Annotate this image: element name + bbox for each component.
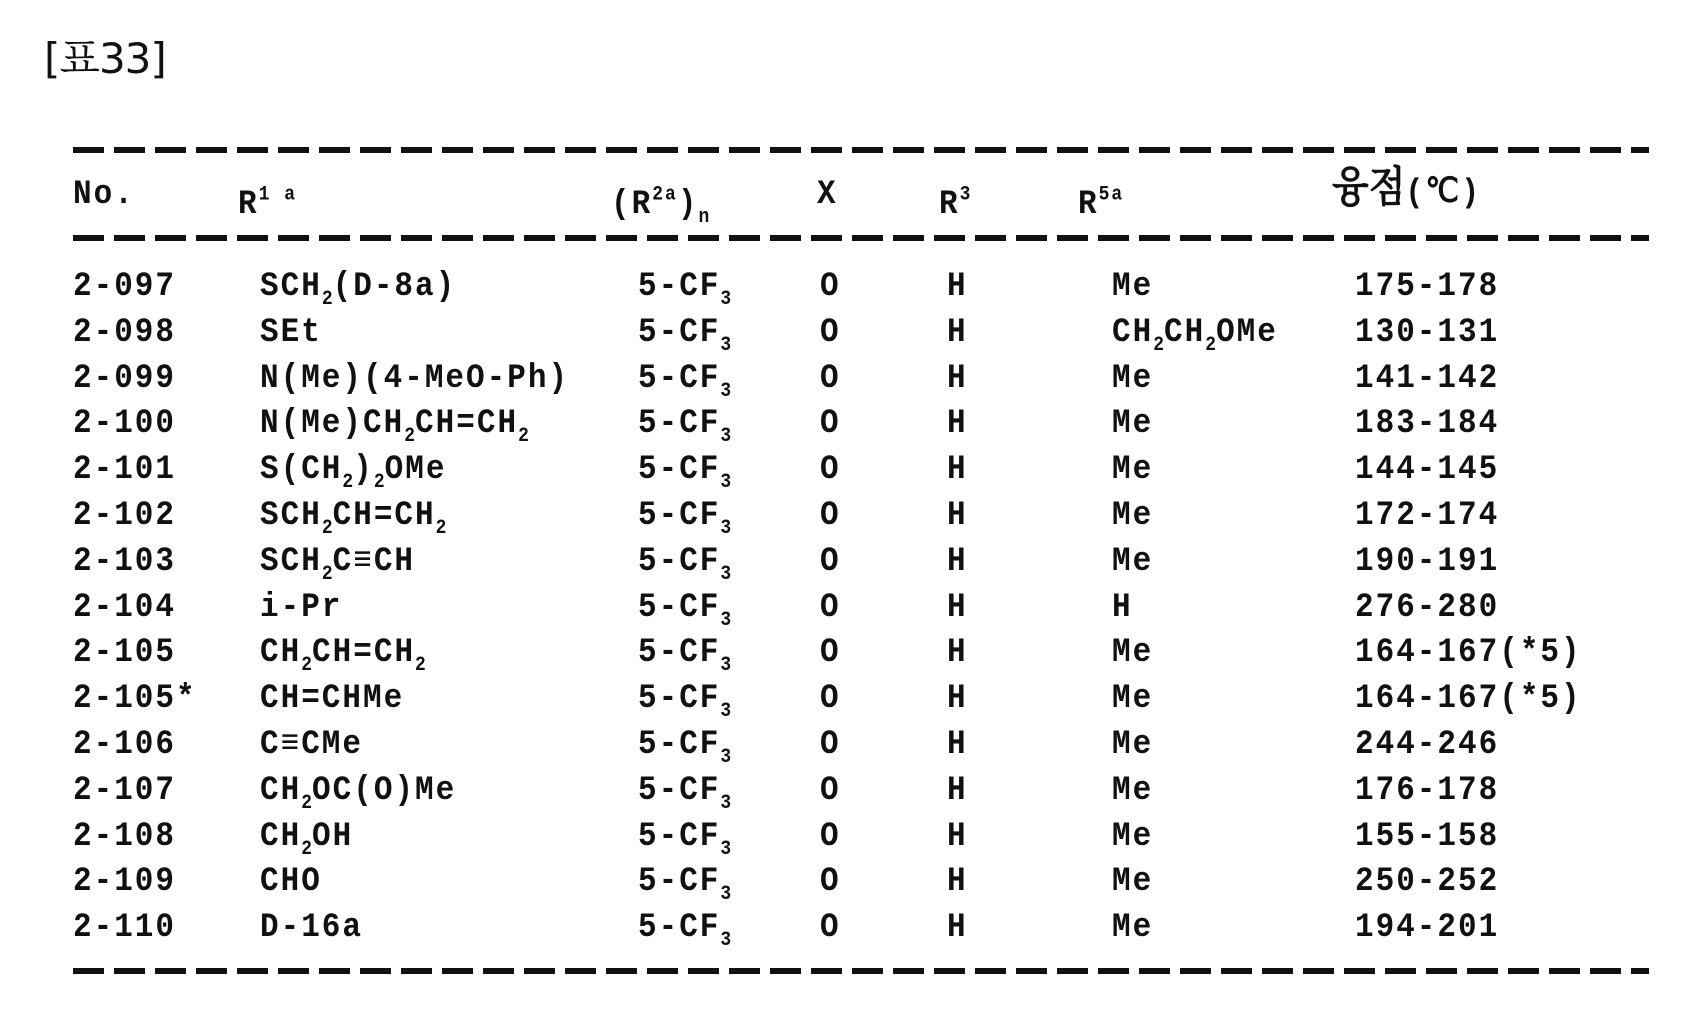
cell-r2a xyxy=(638,818,731,868)
cell-r3: H xyxy=(947,360,968,398)
cell-r3: H xyxy=(947,863,968,901)
cell-r1a xyxy=(260,634,426,684)
subscript: 3 xyxy=(720,426,731,448)
formula-part: CH=CHMe xyxy=(260,679,404,718)
cell-x: O xyxy=(820,405,841,443)
cell-r1a xyxy=(260,909,363,947)
formula-part: OH xyxy=(312,816,353,855)
formula-part: 5-CF xyxy=(638,862,720,901)
formula-part: N(Me)(4-MeO-Ph) xyxy=(260,358,569,397)
cell-r1a xyxy=(260,543,415,593)
cell-r1a xyxy=(260,360,569,398)
cell-no: 2-108 xyxy=(73,818,176,856)
formula-part: CH=CH xyxy=(415,404,518,443)
cell-r3: H xyxy=(947,543,968,581)
cell-melting-point: 244-246 xyxy=(1355,726,1499,764)
formula-part: OC(O)Me xyxy=(312,771,456,810)
subscript: 3 xyxy=(720,746,731,768)
header-r1a xyxy=(238,176,297,224)
cell-no: 2-110 xyxy=(73,909,176,947)
cell-x: O xyxy=(820,497,841,535)
formula-part: H xyxy=(1112,587,1133,626)
cell-x: O xyxy=(820,268,841,306)
cell-melting-point: 130-131 xyxy=(1355,314,1499,352)
formula-part: C≡CH xyxy=(333,542,415,581)
cell-r3: H xyxy=(947,497,968,535)
formula-part: Me xyxy=(1112,771,1153,810)
subscript: 3 xyxy=(720,884,731,906)
cell-r3: H xyxy=(947,726,968,764)
cell-r5a xyxy=(1112,497,1153,535)
cell-r1a xyxy=(260,863,322,901)
cell-r1a xyxy=(260,726,363,764)
cell-melting-point: 144-145 xyxy=(1355,451,1499,489)
subscript: 3 xyxy=(720,792,731,814)
subscript: 2 xyxy=(342,471,353,493)
formula-part: CH=CH xyxy=(333,496,436,535)
formula-part: Me xyxy=(1112,816,1153,855)
formula-part: CH=CH xyxy=(312,633,415,672)
formula-part: CH xyxy=(260,633,301,672)
cell-melting-point: 164-167(*5) xyxy=(1355,634,1582,672)
subscript: 2 xyxy=(415,655,426,677)
cell-r1a xyxy=(260,314,322,352)
header-no: No. xyxy=(73,176,135,214)
cell-r3: H xyxy=(947,680,968,718)
subscript: 3 xyxy=(720,517,731,539)
formula-part: 5-CF xyxy=(638,496,720,535)
cell-r1a xyxy=(260,818,353,868)
cell-r5a xyxy=(1112,772,1153,810)
cell-r2a xyxy=(638,268,731,318)
cell-r2a xyxy=(638,589,731,639)
cell-r2a xyxy=(638,360,731,410)
cell-r2a xyxy=(638,405,731,455)
formula-part: OMe xyxy=(385,450,447,489)
formula-part: 5-CF xyxy=(638,725,720,764)
formula-part: 5-CF xyxy=(638,633,720,672)
cell-r1a xyxy=(260,405,529,455)
cell-r2a xyxy=(638,451,731,501)
formula-part: 5-CF xyxy=(638,267,720,306)
cell-melting-point: 172-174 xyxy=(1355,497,1499,535)
cell-r5a xyxy=(1112,314,1278,364)
formula-part: 5-CF xyxy=(638,358,720,397)
formula-part: OMe xyxy=(1216,313,1278,352)
header-r2a xyxy=(611,176,709,236)
formula-part: S(CH xyxy=(260,450,342,489)
cell-r3: H xyxy=(947,268,968,306)
cell-r1a xyxy=(260,772,456,822)
cell-melting-point: 250-252 xyxy=(1355,863,1499,901)
cell-r3: H xyxy=(947,314,968,352)
subscript: 3 xyxy=(720,380,731,402)
cell-no: 2-104 xyxy=(73,589,176,627)
formula-part: ) xyxy=(353,450,374,489)
cell-x: O xyxy=(820,680,841,718)
subscript: 3 xyxy=(720,334,731,356)
cell-r5a xyxy=(1112,543,1153,581)
cell-r5a xyxy=(1112,589,1133,627)
cell-x: O xyxy=(820,634,841,672)
top-dashed-rule xyxy=(73,147,1649,153)
formula-part: Me xyxy=(1112,725,1153,764)
header-x: X xyxy=(817,176,838,214)
formula-part: SCH xyxy=(260,496,322,535)
header-r3 xyxy=(939,176,972,224)
formula-part: 5-CF xyxy=(638,404,720,443)
subscript: 2 xyxy=(374,471,385,493)
cell-r5a xyxy=(1112,634,1153,672)
cell-x: O xyxy=(820,314,841,352)
cell-r5a xyxy=(1112,863,1153,901)
header-r5a-base: R xyxy=(1078,185,1099,224)
cell-no: 2-105 xyxy=(73,634,176,672)
subscript: 3 xyxy=(720,288,731,310)
subscript: 2 xyxy=(301,655,312,677)
formula-part: 5-CF xyxy=(638,450,720,489)
cell-x: O xyxy=(820,818,841,856)
formula-part: SCH xyxy=(260,267,322,306)
cell-x: O xyxy=(820,772,841,810)
cell-r1a xyxy=(260,497,446,547)
formula-part: 5-CF xyxy=(638,542,720,581)
formula-part: Me xyxy=(1112,542,1153,581)
cell-no: 2-100 xyxy=(73,405,176,443)
cell-r1a xyxy=(260,451,446,501)
cell-r5a xyxy=(1112,268,1153,306)
cell-no: 2-103 xyxy=(73,543,176,581)
formula-part: N(Me)CH xyxy=(260,404,404,443)
cell-x: O xyxy=(820,726,841,764)
cell-no: 2-097 xyxy=(73,268,176,306)
cell-r3: H xyxy=(947,818,968,856)
cell-no: 2-099 xyxy=(73,360,176,398)
subscript: 3 xyxy=(720,471,731,493)
cell-x: O xyxy=(820,589,841,627)
cell-r3: H xyxy=(947,772,968,810)
cell-r2a xyxy=(638,543,731,593)
subscript: 3 xyxy=(720,838,731,860)
formula-part: Me xyxy=(1112,358,1153,397)
cell-melting-point: 141-142 xyxy=(1355,360,1499,398)
header-r2a-sup: 2a xyxy=(652,184,678,206)
formula-part: D-16a xyxy=(260,908,363,947)
formula-part: SCH xyxy=(260,542,322,581)
cell-no: 2-107 xyxy=(73,772,176,810)
formula-part: C≡CMe xyxy=(260,725,363,764)
subscript: 2 xyxy=(404,426,415,448)
cell-melting-point: 190-191 xyxy=(1355,543,1499,581)
formula-part: 5-CF xyxy=(638,908,720,947)
cell-r3: H xyxy=(947,909,968,947)
cell-r3: H xyxy=(947,634,968,672)
formula-part: CH xyxy=(260,816,301,855)
formula-part: (D-8a) xyxy=(333,267,457,306)
formula-part: Me xyxy=(1112,862,1153,901)
cell-r1a xyxy=(260,268,456,318)
header-r3-base: R xyxy=(939,185,960,224)
cell-r3: H xyxy=(947,451,968,489)
formula-part: Me xyxy=(1112,404,1153,443)
subscript: 2 xyxy=(322,563,333,585)
cell-r2a xyxy=(638,497,731,547)
formula-part: Me xyxy=(1112,679,1153,718)
formula-part: Me xyxy=(1112,450,1153,489)
header-melting-point xyxy=(1332,168,1481,213)
formula-part: 5-CF xyxy=(638,313,720,352)
cell-no: 2-106 xyxy=(73,726,176,764)
formula-part: 5-CF xyxy=(638,771,720,810)
subscript: 2 xyxy=(322,517,333,539)
cell-x: O xyxy=(820,451,841,489)
cell-r1a xyxy=(260,589,342,627)
header-r1a-base: R xyxy=(238,185,259,224)
cell-r5a xyxy=(1112,360,1153,398)
cell-r2a xyxy=(638,634,731,684)
cell-x: O xyxy=(820,863,841,901)
formula-part: 5-CF xyxy=(638,679,720,718)
cell-r3: H xyxy=(947,405,968,443)
formula-part: Me xyxy=(1112,267,1153,306)
header-r2a-close: ) xyxy=(678,185,699,224)
formula-part: Me xyxy=(1112,633,1153,672)
header-r5a-sup: 5a xyxy=(1099,184,1125,206)
cell-melting-point: 164-167(*5) xyxy=(1355,680,1582,718)
formula-part: 5-CF xyxy=(638,587,720,626)
cell-r3: H xyxy=(947,589,968,627)
formula-part: CH xyxy=(1164,313,1205,352)
subscript: 2 xyxy=(301,838,312,860)
cell-r2a xyxy=(638,909,731,959)
cell-r2a xyxy=(638,863,731,913)
subscript: 3 xyxy=(720,700,731,722)
cell-r5a xyxy=(1112,680,1153,718)
cell-r2a xyxy=(638,772,731,822)
table-title: [표33] xyxy=(44,26,166,86)
cell-no: 2-109 xyxy=(73,863,176,901)
subscript: 2 xyxy=(322,288,333,310)
header-r1a-sup: 1 a xyxy=(259,184,297,206)
bottom-dashed-rule xyxy=(73,968,1649,974)
header-mp-label: 융점 xyxy=(1332,162,1405,211)
cell-r2a xyxy=(638,726,731,776)
cell-r2a xyxy=(638,314,731,364)
formula-part: CH xyxy=(1112,313,1153,352)
cell-r5a xyxy=(1112,909,1153,947)
subscript: 2 xyxy=(518,426,529,448)
subscript: 3 xyxy=(720,929,731,951)
header-r2a-open: (R xyxy=(611,185,652,224)
formula-part: Me xyxy=(1112,496,1153,535)
cell-x: O xyxy=(820,909,841,947)
subscript: 2 xyxy=(301,792,312,814)
subscript: 3 xyxy=(720,609,731,631)
header-dashed-rule xyxy=(73,235,1649,241)
formula-part: CH xyxy=(260,771,301,810)
subscript: 2 xyxy=(1205,334,1216,356)
subscript: 3 xyxy=(720,563,731,585)
cell-r5a xyxy=(1112,405,1153,443)
cell-no: 2-105* xyxy=(73,680,197,718)
formula-part: CHO xyxy=(260,862,322,901)
formula-part: SEt xyxy=(260,313,322,352)
cell-melting-point: 175-178 xyxy=(1355,268,1499,306)
header-r2a-sub: n xyxy=(698,206,709,228)
cell-no: 2-101 xyxy=(73,451,176,489)
cell-melting-point: 194-201 xyxy=(1355,909,1499,947)
cell-melting-point: 276-280 xyxy=(1355,589,1499,627)
subscript: 3 xyxy=(720,655,731,677)
subscript: 2 xyxy=(436,517,447,539)
cell-x: O xyxy=(820,543,841,581)
header-r3-sup: 3 xyxy=(960,184,973,206)
cell-no: 2-098 xyxy=(73,314,176,352)
cell-melting-point: 155-158 xyxy=(1355,818,1499,856)
cell-r5a xyxy=(1112,726,1153,764)
cell-r5a xyxy=(1112,818,1153,856)
cell-melting-point: 176-178 xyxy=(1355,772,1499,810)
cell-melting-point: 183-184 xyxy=(1355,405,1499,443)
cell-r1a xyxy=(260,680,404,718)
header-r5a xyxy=(1078,176,1124,224)
subscript: 2 xyxy=(1153,334,1164,356)
cell-r5a xyxy=(1112,451,1153,489)
formula-part: i-Pr xyxy=(260,587,342,626)
formula-part: Me xyxy=(1112,908,1153,947)
header-mp-unit: (℃) xyxy=(1405,175,1481,213)
cell-r2a xyxy=(638,680,731,730)
cell-x: O xyxy=(820,360,841,398)
formula-part: 5-CF xyxy=(638,816,720,855)
cell-no: 2-102 xyxy=(73,497,176,535)
